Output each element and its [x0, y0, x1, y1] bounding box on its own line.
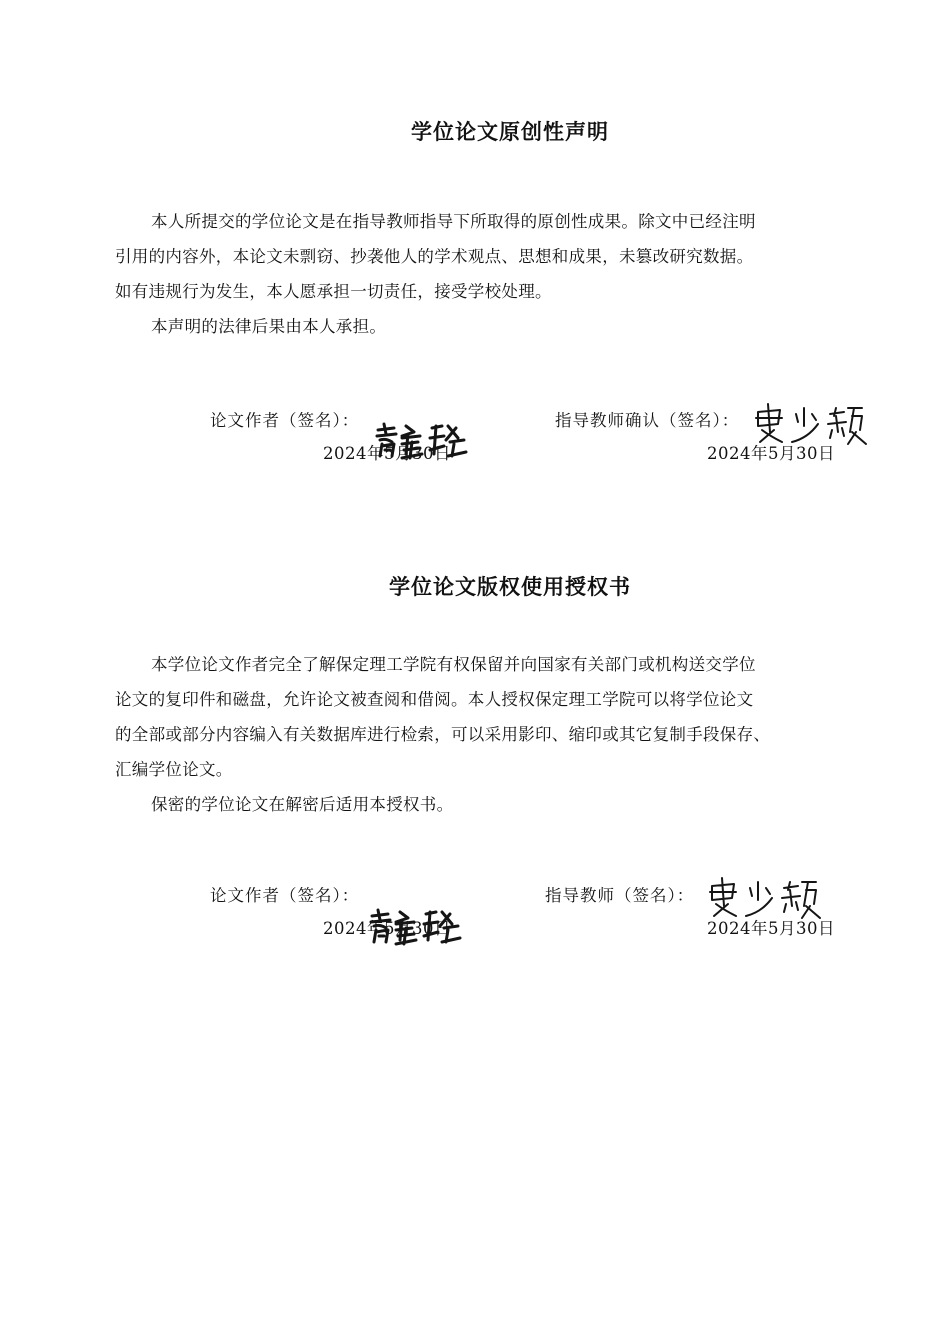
paragraph-line: 本人所提交的学位论文是在指导教师指导下所取得的原创性成果。除文中已经注明: [151, 212, 756, 231]
copyright-authorization-body: [115, 647, 875, 822]
paragraph-line: 本声明的法律后果由本人承担。: [151, 317, 387, 336]
author-signature-label-2: 论文作者（签名）：: [210, 886, 360, 905]
author-handwritten-signature: [372, 420, 472, 462]
advisor-signature-date-2: 2024年5月30日: [707, 919, 835, 938]
paragraph-line: 如有违规行为发生，本人愿承担一切责任，接受学校处理。: [115, 282, 552, 301]
paragraph-line: 汇编学位论文。: [115, 760, 233, 779]
paragraph-line: 引用的内容外，本论文未剽窃、抄袭他人的学术观点、思想和成果，未篡改研究数据。: [115, 247, 754, 266]
advisor-handwritten-signature: [752, 402, 868, 446]
author-signature-date-2: 2024年5月30日: [323, 919, 451, 938]
originality-declaration-body: [115, 204, 875, 344]
copyright-authorization-title: 学位论文版权使用授权书: [389, 575, 631, 599]
originality-declaration-title: 学位论文原创性声明: [411, 120, 609, 144]
paragraph-line: 本学位论文作者完全了解保定理工学院有权保留并向国家有关部门或机构送交学位: [151, 655, 756, 674]
paragraph-line: 保密的学位论文在解密后适用本授权书。: [151, 795, 454, 814]
paragraph-line: 论文的复印件和磁盘，允许论文被查阅和借阅。本人授权保定理工学院可以将学位论文: [115, 690, 754, 709]
author-handwritten-signature-2: [366, 906, 466, 948]
advisor-signature-label-2: 指导教师（签名）：: [545, 886, 695, 905]
advisor-signature-date: 2024年5月30日: [707, 444, 835, 463]
advisor-confirm-signature-label: 指导教师确认（签名）：: [555, 411, 740, 430]
paragraph-line: 的全部或部分内容编入有关数据库进行检索，可以采用影印、缩印或其它复制手段保存、: [115, 725, 771, 744]
advisor-handwritten-signature-2: [706, 876, 822, 920]
author-signature-label: 论文作者（签名）：: [210, 411, 360, 430]
author-signature-date: 2024年5月30日: [323, 444, 451, 463]
